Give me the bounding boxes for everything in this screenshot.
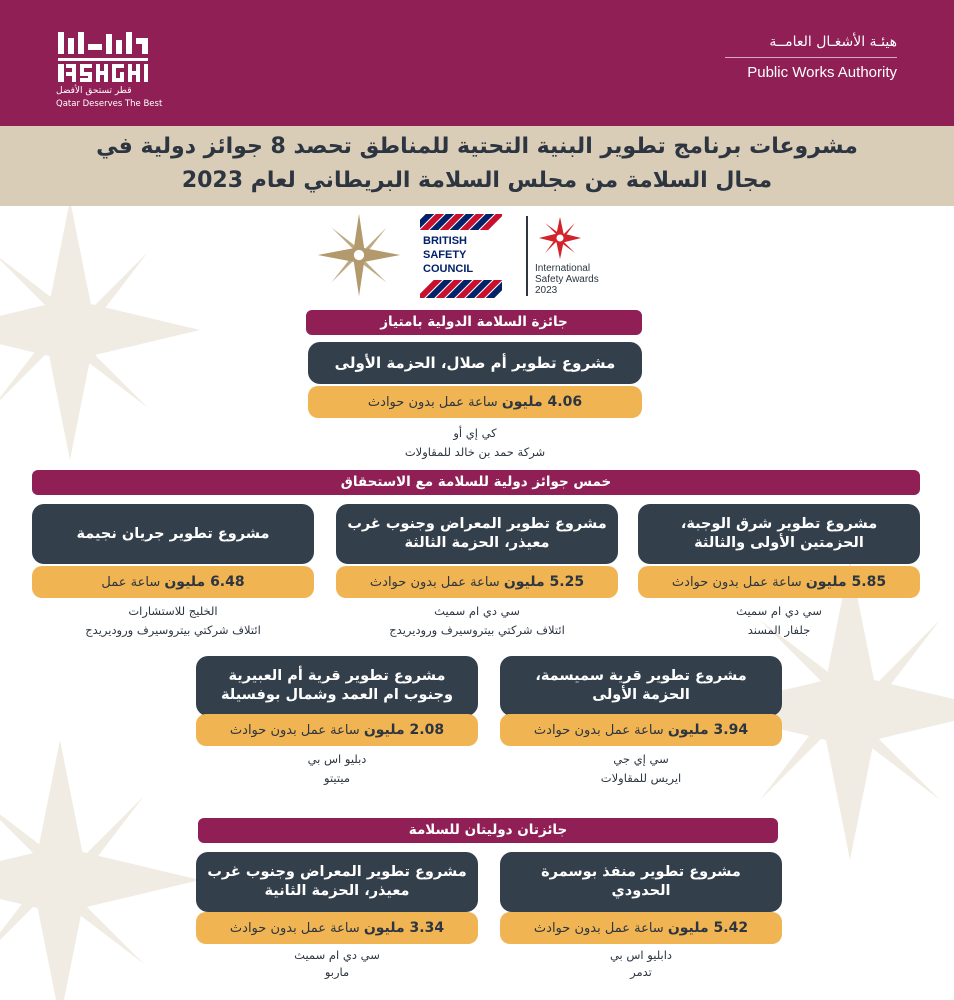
company-line-2: ائتلاف شركتي بيتروسيرف وروديريدج bbox=[389, 623, 565, 637]
stat-value: 6.48 مليون bbox=[164, 574, 245, 590]
header bbox=[0, 0, 954, 126]
bsc-line-2: SAFETY bbox=[423, 249, 467, 261]
background-star-left bbox=[0, 200, 200, 460]
stat-value: 3.94 مليون bbox=[667, 722, 749, 738]
ashghal-star-icon bbox=[312, 212, 406, 298]
company-line-1: سي دي ام سميث bbox=[294, 948, 380, 962]
stat-suffix: ساعة عمل بدون حوادث bbox=[229, 921, 364, 936]
stat-value: 5.25 مليون bbox=[503, 574, 585, 590]
card-title: مشروع تطوير أم صلال، الحزمة الأولى bbox=[308, 342, 642, 384]
card-stat bbox=[500, 714, 782, 746]
section-heading-merit: خمس جوائز دولية للسلامة مع الاستحقاق bbox=[32, 470, 920, 495]
card-stat bbox=[500, 912, 782, 944]
stat-suffix: ساعة عمل بدون حوادث bbox=[367, 395, 502, 410]
logo-divider bbox=[526, 216, 528, 296]
company-line-1: دبليو اس بي bbox=[307, 752, 367, 766]
bsc-line-1: BRITISH bbox=[423, 235, 467, 247]
stat-suffix: ساعة عمل بدون حوادث bbox=[533, 921, 668, 936]
isa-star-icon bbox=[538, 216, 582, 260]
company-line-2: ايريس للمقاولات bbox=[600, 771, 682, 785]
award-card-umm-al-abeeriya bbox=[196, 656, 478, 788]
company-line-1: سي دي ام سميث bbox=[434, 604, 520, 618]
title-band bbox=[0, 126, 954, 206]
card-stat bbox=[196, 714, 478, 746]
card-title: مشروع تطوير المعراض وجنوب غرب معيذر، الحزمة الثانية bbox=[196, 852, 478, 912]
card-title: مشروع تطوير المعراض وجنوب غرب معيذر، الحزمة الثالثة bbox=[336, 504, 618, 564]
card-title: مشروع تطوير شرق الوجبة، الحزمتين الأولى والثالثة bbox=[638, 504, 920, 564]
british-safety-council-logo-icon bbox=[420, 214, 502, 298]
stat-suffix: ساعة عمل بدون حوادث bbox=[671, 575, 806, 590]
award-card-sumaysimah bbox=[500, 656, 782, 788]
stat-value: 3.34 مليون bbox=[363, 920, 445, 936]
logo-tagline-ar: قطر تستحق الأفضل bbox=[56, 86, 132, 96]
company-line-1: كي إي أو bbox=[453, 426, 497, 440]
page-title-line-1: مشروعات برنامج تطوير البنية التحتية للمناطق تحصد 8 جوائز دولية في bbox=[96, 134, 858, 159]
company-line-2: ماربو bbox=[324, 965, 350, 979]
isa-line-2: Safety Awards bbox=[535, 274, 599, 285]
company-line-2: ميتيتو bbox=[324, 771, 350, 785]
bsc-line-3: COUNCIL bbox=[423, 263, 474, 275]
isa-line-1: International bbox=[535, 263, 591, 274]
card-stat bbox=[308, 386, 642, 418]
card-title: مشروع تطوير قرية سميسمة، الحزمة الأولى bbox=[500, 656, 782, 716]
stat-value: 2.08 مليون bbox=[363, 722, 445, 738]
company-line-1: سي إي جي bbox=[613, 752, 669, 766]
stat-suffix: ساعة عمل بدون حوادث bbox=[533, 723, 668, 738]
award-card-abu-samra bbox=[500, 852, 782, 984]
section-heading-distinction: جائزة السلامة الدولية بامتياز bbox=[306, 310, 642, 335]
card-stat bbox=[336, 566, 618, 598]
org-name-en: Public Works Authority bbox=[747, 64, 897, 81]
card-stat bbox=[32, 566, 314, 598]
page-title-line-2: مجال السلامة من مجلس السلامة البريطاني لعام 2023 bbox=[181, 168, 773, 193]
company-line-1: دابليو اس بي bbox=[609, 948, 673, 962]
company-line-1: سي دي ام سميث bbox=[736, 604, 822, 618]
org-divider bbox=[725, 57, 897, 58]
award-card-muaither-2 bbox=[196, 852, 478, 984]
award-card-muaither-3 bbox=[336, 504, 618, 644]
stat-suffix: ساعة عمل بدون حوادث bbox=[369, 575, 504, 590]
company-line-2: شركة حمد بن خالد للمقاولات bbox=[404, 445, 546, 459]
company-line-2: تدمر bbox=[630, 965, 652, 979]
stat-value: 5.42 مليون bbox=[667, 920, 749, 936]
card-title: مشروع تطوير قرية أم العبيرية وجنوب ام العمد وشمال بوفسيلة bbox=[196, 656, 478, 716]
isa-line-3: 2023 bbox=[535, 285, 558, 296]
ashghal-logo-icon bbox=[56, 30, 152, 84]
background-star-bottom bbox=[0, 740, 200, 1000]
card-stat bbox=[196, 912, 478, 944]
company-line-2: ائتلاف شركتي بيتروسيرف وروديريدج bbox=[85, 623, 261, 637]
stat-value: 5.85 مليون bbox=[805, 574, 887, 590]
section-heading-international: جائزتان دوليتان للسلامة bbox=[198, 818, 778, 843]
award-card-jeryan-nejaima bbox=[32, 504, 314, 644]
card-title: مشروع تطوير منفذ بوسمرة الحدودي bbox=[500, 852, 782, 912]
isa-text bbox=[535, 263, 599, 296]
award-card-east-wajba bbox=[638, 504, 920, 644]
card-title: مشروع تطوير جريان نجيمة bbox=[32, 504, 314, 564]
card-stat bbox=[638, 566, 920, 598]
company-line-2: جلفار المسند bbox=[747, 623, 811, 637]
company-line-1: الخليج للاستشارات bbox=[128, 604, 218, 618]
org-name-ar: هيئـة الأشغـال العامــة bbox=[769, 34, 897, 50]
logo-tagline-en: Qatar Deserves The Best bbox=[56, 99, 163, 109]
stat-suffix: ساعة عمل بدون حوادث bbox=[229, 723, 364, 738]
stat-suffix: ساعة عمل bbox=[101, 575, 165, 590]
award-card-umm-salal bbox=[308, 342, 642, 462]
stat-value: 4.06 مليون bbox=[501, 394, 583, 410]
